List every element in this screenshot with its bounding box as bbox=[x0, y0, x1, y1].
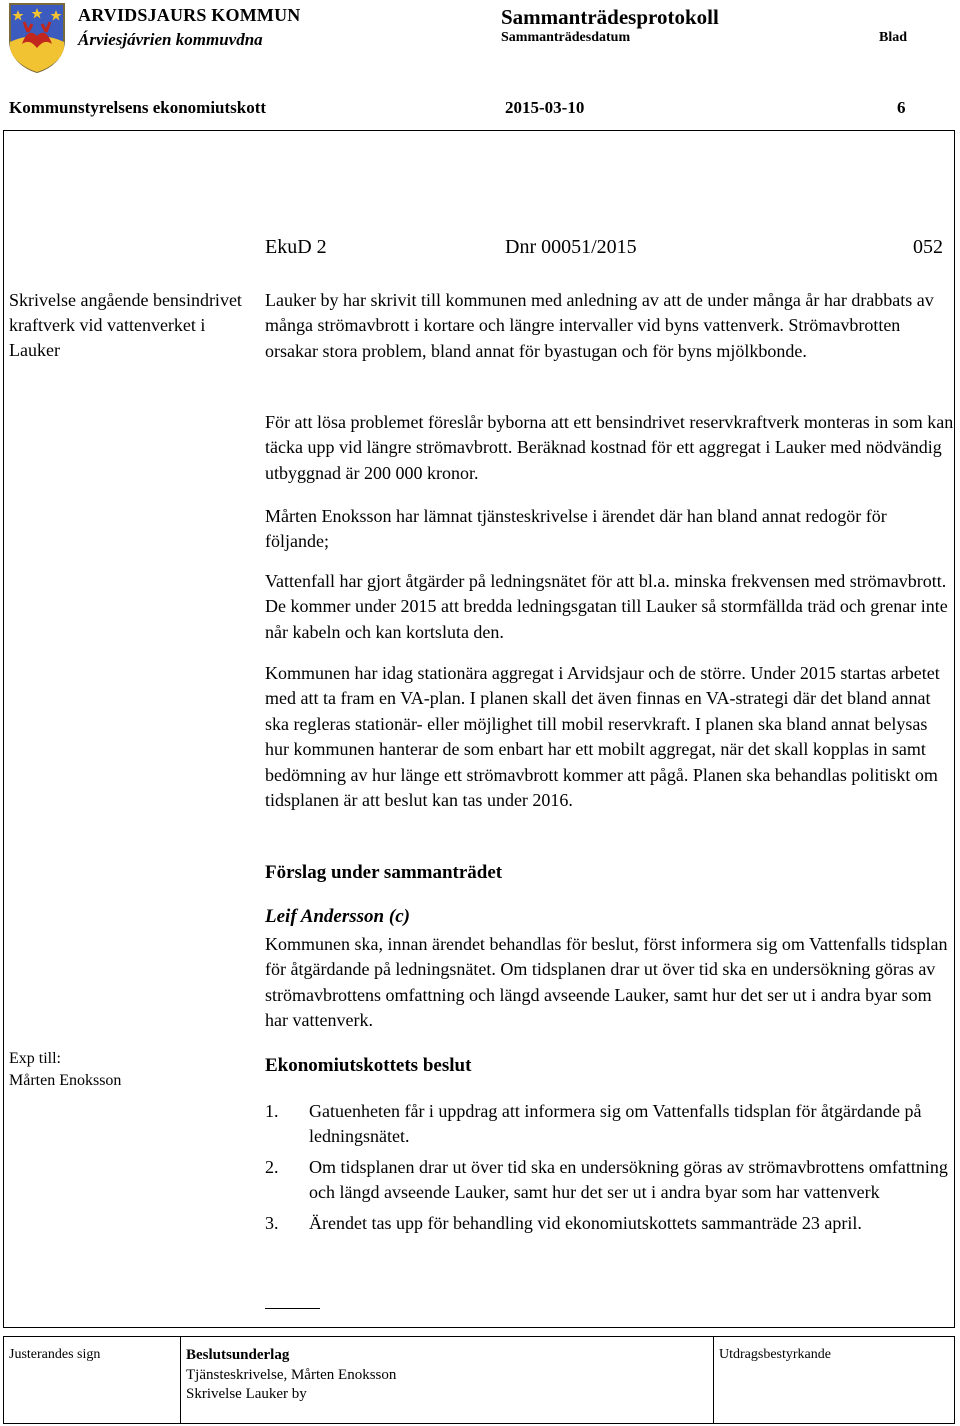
decision-basis-heading: Beslutsunderlag bbox=[186, 1347, 290, 1363]
proposal-text: Kommunen ska, innan ärendet behandlas för beslut, först informera sig om Vattenfalls tidsplan för åtgärdande på ledningsnätet. Om tidsplanen drar ut över tid ska en undersökning göras av strömavbrottens omfattning och längd avseende Lauker, samt hur det ser ut i andra byar som har vattenverk. bbox=[265, 934, 948, 1031]
decision-number: 1. bbox=[265, 1101, 279, 1121]
document-title: Sammanträdesprotokoll bbox=[501, 5, 719, 29]
case-subject: Skrivelse angående bensindrivet kraftverk vid vattenverket i Lauker bbox=[9, 290, 242, 360]
paragraph-number: EkuD 2 bbox=[265, 236, 327, 258]
dispatch-recipient: Mårten Enoksson bbox=[9, 1072, 122, 1089]
sheet-label: Blad bbox=[879, 30, 908, 45]
municipality-name-sami: Árviesjávrien kommuvdna bbox=[78, 30, 263, 49]
case-number: Dnr 00051/2015 bbox=[505, 236, 637, 258]
body-paragraph: För att lösa problemet föreslår byborna att ett bensindrivet reservkraftverk monteras in som kan täcka upp vid längre strömavbrott. Beräknad kostnad för ett aggregat i Lauker med nödvändig utbyggnad är 200 000 kronor. bbox=[265, 412, 954, 483]
decision-basis-item: Tjänsteskrivelse, Mårten Enoksson bbox=[186, 1367, 397, 1383]
decision-item bbox=[265, 1099, 955, 1150]
decision-text: Gatuenheten får i uppdrag att informera sig om Vattenfalls tidsplan för åtgärdande på ledningsnätet. bbox=[309, 1101, 922, 1147]
decision-item bbox=[265, 1155, 955, 1206]
body-paragraph: Kommunen har idag stationära aggregat i Arvidsjaur och de större. Under 2015 startas arbetet med att ta fram en VA-plan. I planen skall det även finnas en VA-strategi där det bland annat ska regleras stationär- eller möjlighet till mobil reservkraft. I planen ska bland annat belysas hur kommunen hanterar de som enbart har ett mobilt aggregat, när det skall kopplas in samt bedömning av hur länge ett strömavbrott kommer att pågå. Planen ska behandlas politiskt om tidsplanen är att beslut kan tas under 2016. bbox=[265, 663, 940, 811]
archive-code: 052 bbox=[913, 236, 943, 258]
dispatch-label: Exp till: bbox=[9, 1050, 61, 1067]
end-rule bbox=[265, 1308, 320, 1309]
decision-text: Ärendet tas upp för behandling vid ekonomiutskottets sammanträde 23 april. bbox=[309, 1212, 862, 1233]
page-number: 6 bbox=[897, 98, 906, 117]
decision-list bbox=[265, 1099, 955, 1241]
signature-field-label: Justerandes sign bbox=[9, 1347, 101, 1362]
decision-text: Om tidsplanen drar ut över tid ska en undersökning göras av strömavbrottens omfattning och längd avseende Lauker, samt hur det ser ut i andra byar som har vattenverk bbox=[309, 1156, 948, 1203]
body-paragraph: Mårten Enoksson har lämnat tjänsteskrivelse i ärendet där han bland annat redogör för följande; bbox=[265, 506, 887, 552]
decision-heading: Ekonomiutskottets beslut bbox=[265, 1055, 472, 1076]
decision-item bbox=[265, 1211, 955, 1236]
committee-name: Kommunstyrelsens ekonomiutskott bbox=[9, 98, 267, 117]
meeting-date-label: Sammanträdesdatum bbox=[501, 30, 631, 45]
decision-basis-item: Skrivelse Lauker by bbox=[186, 1386, 307, 1402]
coat-of-arms-icon bbox=[6, 2, 68, 74]
footer-divider bbox=[713, 1336, 714, 1424]
extract-certification-label: Utdragsbestyrkande bbox=[719, 1347, 831, 1362]
decision-number: 3. bbox=[265, 1212, 279, 1233]
decision-number: 2. bbox=[265, 1156, 279, 1177]
meeting-date: 2015-03-10 bbox=[505, 98, 585, 117]
body-paragraph: Lauker by har skrivit till kommunen med anledning av att de under många år har drabbats av många strömavbrott i kortare och längre intervaller vid byns vattenverk. Strömavbrotten orsakar stora problem, bland annat för byastugan och för byns mjölkbonde. bbox=[265, 290, 934, 361]
footer-divider bbox=[180, 1336, 181, 1424]
body-paragraph: Vattenfall har gjort åtgärder på ledningsnätet för att bl.a. minska frekvensen med strömavbrott. De kommer under 2015 att bredda ledningsgatan till Lauker så stormfällda träd och grenar inte når kabeln och kan kortsluta den. bbox=[265, 571, 948, 642]
proposal-heading: Förslag under sammanträdet bbox=[265, 862, 503, 883]
proposer-name: Leif Andersson (c) bbox=[265, 906, 410, 927]
municipality-name: ARVIDSJAURS KOMMUN bbox=[78, 5, 301, 25]
